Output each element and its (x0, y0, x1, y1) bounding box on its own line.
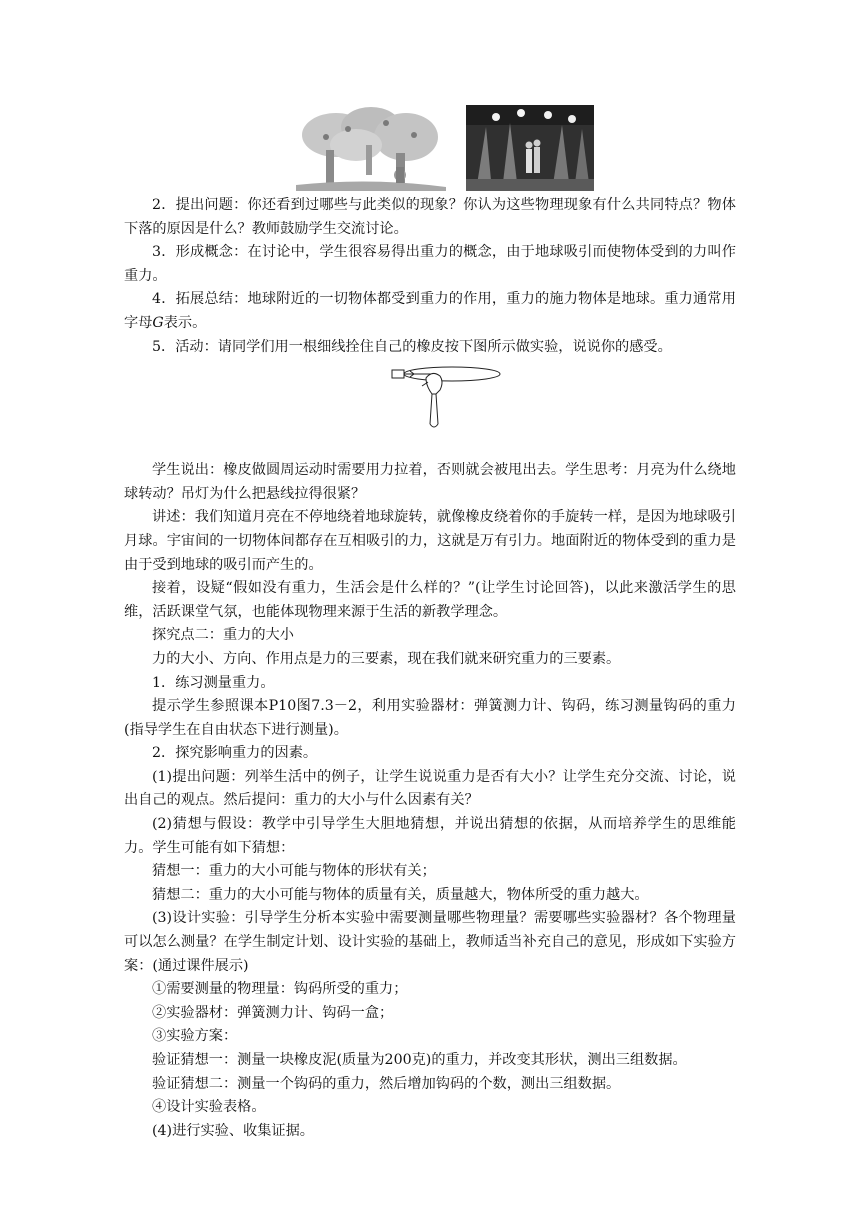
paragraph: 猜想一：重力的大小可能与物体的形状有关； (152, 863, 436, 880)
paragraph: 学生说出：橡皮做圆周运动时需要用力拉着，否则就会被甩出去。学生思考：月亮为什么绕地球转动？吊灯为什么把悬线拉得很紧？ (124, 462, 736, 502)
section-heading: 探究点二：重力的大小 (152, 627, 294, 644)
paragraph: 2．提出问题：你还看到过哪些与此类似的现象？你认为这些物理现象有什么共同特点？物体下落的原因是什么？教师鼓励学生交流讨论。 (124, 197, 736, 237)
paragraph: 力的大小、方向、作用点是力的三要素，现在我们就来研究重力的三要素。 (152, 650, 621, 667)
gravity-symbol: G (152, 314, 164, 331)
paragraph-part: 表示。 (163, 314, 207, 331)
hand-eraser-figure (386, 364, 504, 438)
paragraph: ①需要测量的物理量：钩码所受的重力； (152, 981, 408, 998)
paragraph: 验证猜想一：测量一块橡皮泥(质量为200克)的重力，并改变其形状，测出三组数据。 (152, 1052, 687, 1068)
paragraph: 1．练习测量重力。 (152, 674, 275, 691)
body-text (124, 194, 736, 1143)
paragraph: (4)进行实验、收集证据。 (152, 1122, 314, 1139)
paragraph: 2．探究影响重力的因素。 (152, 745, 318, 762)
paragraph: 验证猜想二：测量一个钩码的重力，然后增加钩码的个数，测出三组数据。 (152, 1075, 621, 1092)
paragraph (124, 288, 736, 335)
apple-tree-illustration (296, 105, 446, 191)
paragraph: (1)提出问题：列举生活中的例子，让学生说说重力是否有大小？让学生充分交流、讨论，说出自己的观点。然后提问：重力的大小与什么因素有关？ (124, 768, 736, 809)
paragraph: ②实验器材：弹簧测力计、钩码一盒； (152, 1004, 394, 1021)
paragraph: 讲述：我们知道月亮在不停地绕着地球旋转，就像橡皮绕着你的手旋转一样，是因为地球吸引月球。宇宙间的一切物体间都存在互相吸引的力，这就是万有引力。地面附近的物体受到的重力是由于受到地球的吸引而产生的。 (124, 509, 736, 573)
paragraph: (3)设计实验：引导学生分析本实验中需要测量哪些物理量？需要哪些实验器材？各个物理量可以怎么测量？在学生制定计划、设计实验的基础上，教师适当补充自己的意见，形成如下实验方案：(通过课件展示) (124, 910, 736, 974)
paragraph: 5．活动：请同学们用一根细线拴住自己的橡皮按下图所示做实验，说说你的感受。 (152, 338, 672, 355)
paragraph: 提示学生参照课本P10图7.3－2，利用实验器材：弹簧测力计、钩码，练习测量钩码的重力(指导学生在自由状态下进行测量)。 (124, 698, 736, 738)
night-fountain-photo (466, 105, 594, 191)
paragraph: ④设计实验表格。 (152, 1099, 266, 1116)
paragraph: ③实验方案： (152, 1028, 238, 1045)
paragraph: 3．形成概念：在讨论中，学生很容易得出重力的概念，由于地球吸引而使物体受到的力叫作重力。 (124, 244, 736, 284)
paragraph-part: 4．拓展总结：地球附近的一切物体都受到重力的作用，重力的施力物体是地球。重力通常用字母 (124, 291, 736, 331)
paragraph: (2)猜想与假设：教学中引导学生大胆地猜想，并说出猜想的依据，从而培养学生的思维能力。学生可能有如下猜想： (124, 816, 736, 856)
paragraph: 接着，设疑“假如没有重力，生活会是什么样的？”(让学生讨论回答)，以此来激活学生的思维，活跃课堂气氛，也能体现物理来源于生活的新教学理念。 (124, 580, 736, 620)
paragraph: 猜想二：重力的大小可能与物体的质量有关，质量越大，物体所受的重力越大。 (152, 886, 649, 903)
